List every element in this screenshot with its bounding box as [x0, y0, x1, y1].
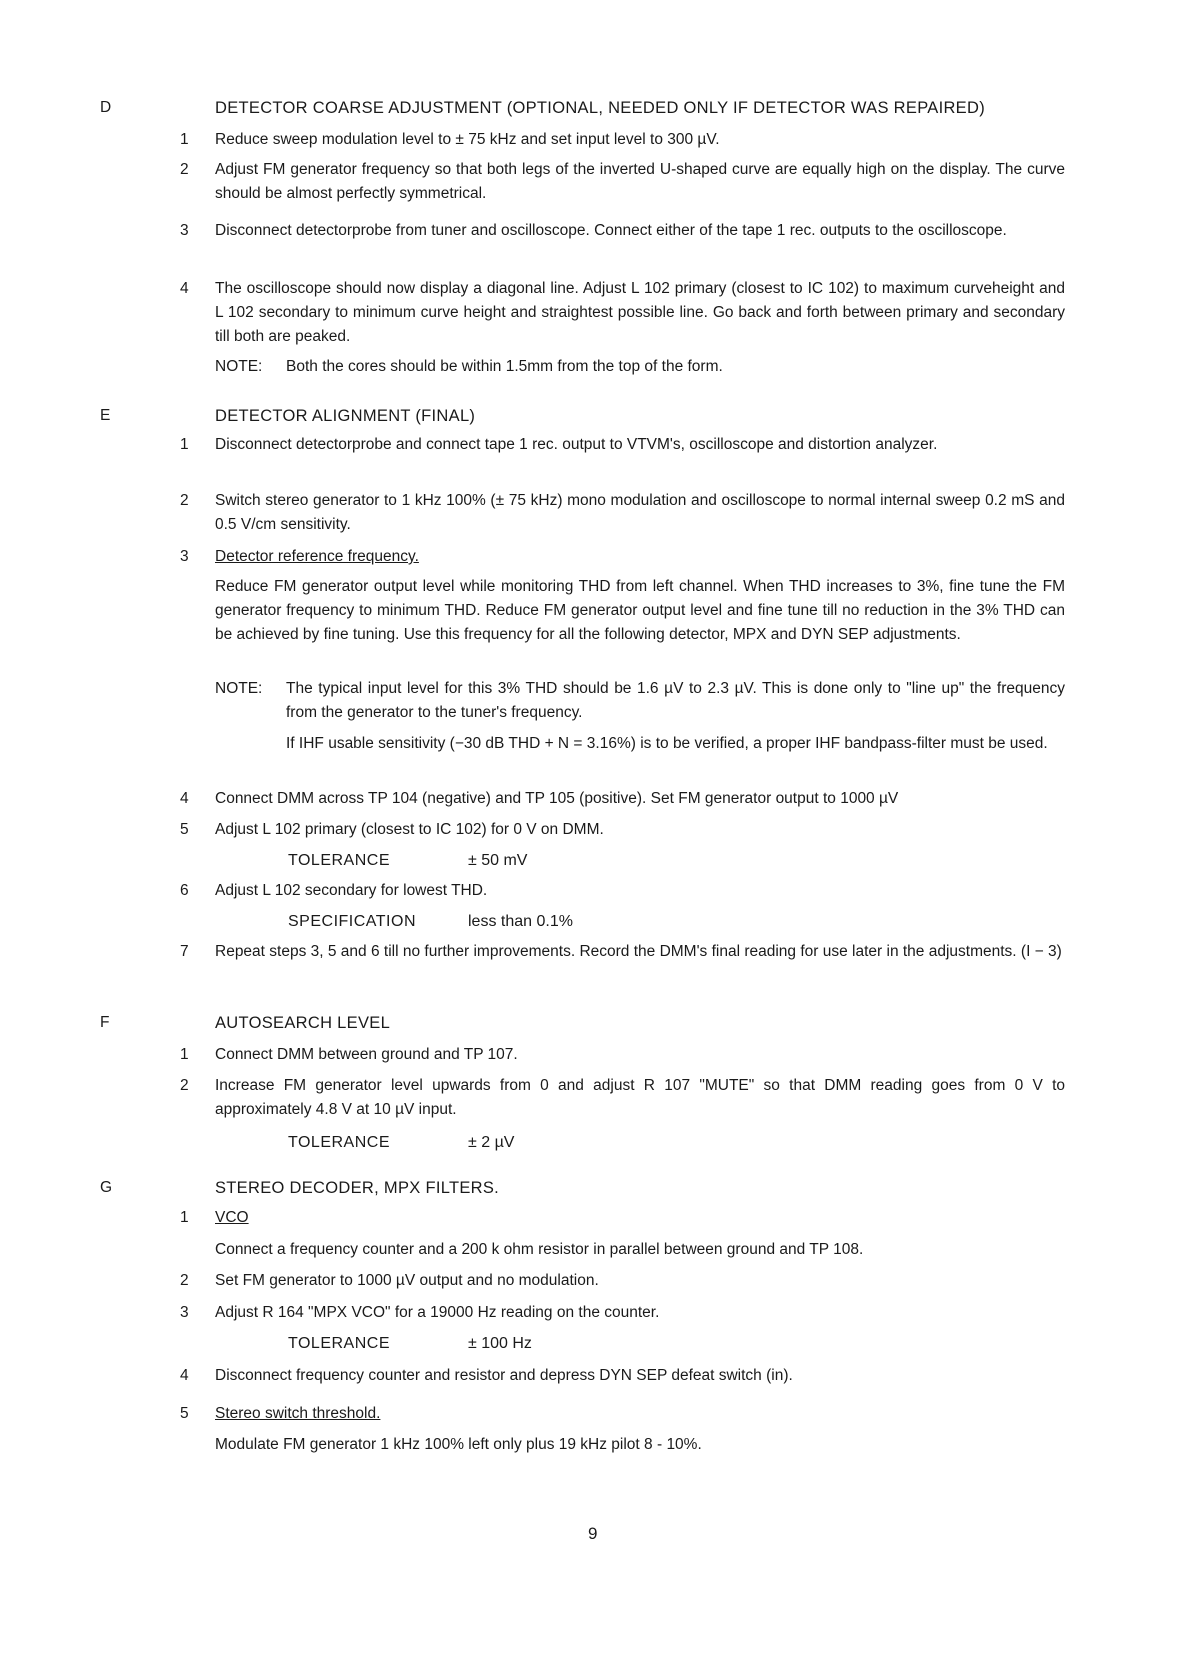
section-letter: G — [100, 1179, 113, 1196]
note-text: Both the cores should be within 1.5mm from the top of the form. — [286, 358, 723, 375]
step-number: 2 — [180, 1077, 189, 1094]
spec-value: less than 0.1% — [468, 913, 573, 930]
step-number: 1 — [180, 1046, 189, 1063]
spec-label: TOLERANCE — [288, 852, 391, 869]
spec-label: SPECIFICATION — [288, 913, 416, 930]
step-text: Adjust R 164 "MPX VCO" for a 19000 Hz reading on the counter. — [215, 1304, 660, 1321]
step-number: 3 — [180, 222, 189, 239]
section-title: DETECTOR COARSE ADJUSTMENT (OPTIONAL, NEEDED ONLY IF DETECTOR WAS REPAIRED) — [215, 99, 985, 117]
section-title: DETECTOR ALIGNMENT (FINAL) — [215, 407, 476, 425]
step-number: 2 — [180, 161, 189, 178]
step-number: 3 — [180, 1304, 189, 1321]
spec-value: ± 100 Hz — [468, 1335, 532, 1352]
spec-value: ± 2 µV — [468, 1134, 515, 1151]
step-number: 5 — [180, 821, 189, 838]
paragraph-text: Reduce FM generator output level while monitoring THD from left channel. When THD increases to 3%, fine tune the FM generator frequency to minimum THD. Reduce FM generator output level and fine tune till no reduction in the 3% THD can be achieved by fine tuning. Use this frequency for all the following detector, MPX and DYN SEP adjustments. — [215, 578, 1065, 643]
note-text: The typical input level for this 3% THD should be 1.6 µV to 2.3 µV. This is done only to "line up" the frequency from the generator to the tuner's frequency. — [286, 680, 1065, 721]
note-label: NOTE: — [215, 680, 263, 697]
step-number: 1 — [180, 436, 189, 453]
spec-label: TOLERANCE — [288, 1134, 391, 1151]
step-text: Disconnect detectorprobe from tuner and oscilloscope. Connect either of the tape 1 rec. outputs to the oscilloscope. — [215, 222, 1007, 239]
step-text: VCO — [215, 1209, 249, 1226]
page-number: 9 — [588, 1524, 598, 1543]
step-number: 4 — [180, 1367, 189, 1384]
step-text: Detector reference frequency. — [215, 548, 419, 565]
step-number: 4 — [180, 280, 189, 297]
step-text: Switch stereo generator to 1 kHz 100% (± 75 kHz) mono modulation and oscilloscope to normal internal sweep 0.2 mS and 0.5 V/cm sensitivity. — [215, 492, 1065, 533]
step-number: 7 — [180, 943, 189, 960]
step-text: Disconnect frequency counter and resistor and depress DYN SEP defeat switch (in). — [215, 1367, 793, 1384]
step-text: Adjust FM generator frequency so that both legs of the inverted U-shaped curve are equally high on the display. The curve should be almost perfectly symmetrical. — [215, 161, 1065, 202]
step-number: 2 — [180, 492, 189, 509]
step-text: Reduce sweep modulation level to ± 75 kHz and set input level to 300 µV. — [215, 131, 720, 148]
paragraph-text: Modulate FM generator 1 kHz 100% left only plus 19 kHz pilot 8 - 10%. — [215, 1436, 702, 1453]
step-text: The oscilloscope should now display a diagonal line. Adjust L 102 primary (closest to IC 102) to maximum curveheight and L 102 secondary to minimum curve height and straightest possible line. Go back and forth between primary and secondary till both are peaked. — [215, 280, 1065, 345]
step-number: 1 — [180, 1209, 189, 1226]
note-label: NOTE: — [215, 358, 263, 375]
section-letter: D — [100, 99, 112, 116]
step-number: 1 — [180, 131, 189, 148]
step-number: 4 — [180, 790, 189, 807]
step-number: 5 — [180, 1405, 189, 1422]
section-letter: F — [100, 1014, 110, 1031]
step-text: Connect DMM across TP 104 (negative) and TP 105 (positive). Set FM generator output to 1000 µV — [215, 790, 899, 807]
section-letter: E — [100, 407, 111, 424]
spec-label: TOLERANCE — [288, 1335, 391, 1352]
step-text: Connect DMM between ground and TP 107. — [215, 1046, 518, 1063]
step-number: 6 — [180, 882, 189, 899]
step-text: Adjust L 102 secondary for lowest THD. — [215, 882, 488, 899]
step-text: Set FM generator to 1000 µV output and no modulation. — [215, 1272, 599, 1289]
paragraph-text: Connect a frequency counter and a 200 k ohm resistor in parallel between ground and TP 108. — [215, 1241, 864, 1258]
step-text: Adjust L 102 primary (closest to IC 102) for 0 V on DMM. — [215, 821, 604, 838]
section-title: AUTOSEARCH LEVEL — [215, 1014, 391, 1032]
step-number: 3 — [180, 548, 189, 565]
section-title: STEREO DECODER, MPX FILTERS. — [215, 1179, 500, 1197]
step-number: 2 — [180, 1272, 189, 1289]
step-text: Increase FM generator level upwards from 0 and adjust R 107 "MUTE" so that DMM reading goes from 0 V to approximately 4.8 V at 10 µV input. — [215, 1077, 1065, 1118]
spec-value: ± 50 mV — [468, 852, 528, 869]
step-text: Disconnect detectorprobe and connect tape 1 rec. output to VTVM's, oscilloscope and distortion analyzer. — [215, 436, 938, 453]
note-text: If IHF usable sensitivity (−30 dB THD + N = 3.16%) is to be verified, a proper IHF bandpass-filter must be used. — [286, 735, 1048, 752]
step-text: Repeat steps 3, 5 and 6 till no further improvements. Record the DMM's final reading for use later in the adjustments. (I − 3) — [215, 943, 1062, 960]
step-text: Stereo switch threshold. — [215, 1405, 381, 1422]
